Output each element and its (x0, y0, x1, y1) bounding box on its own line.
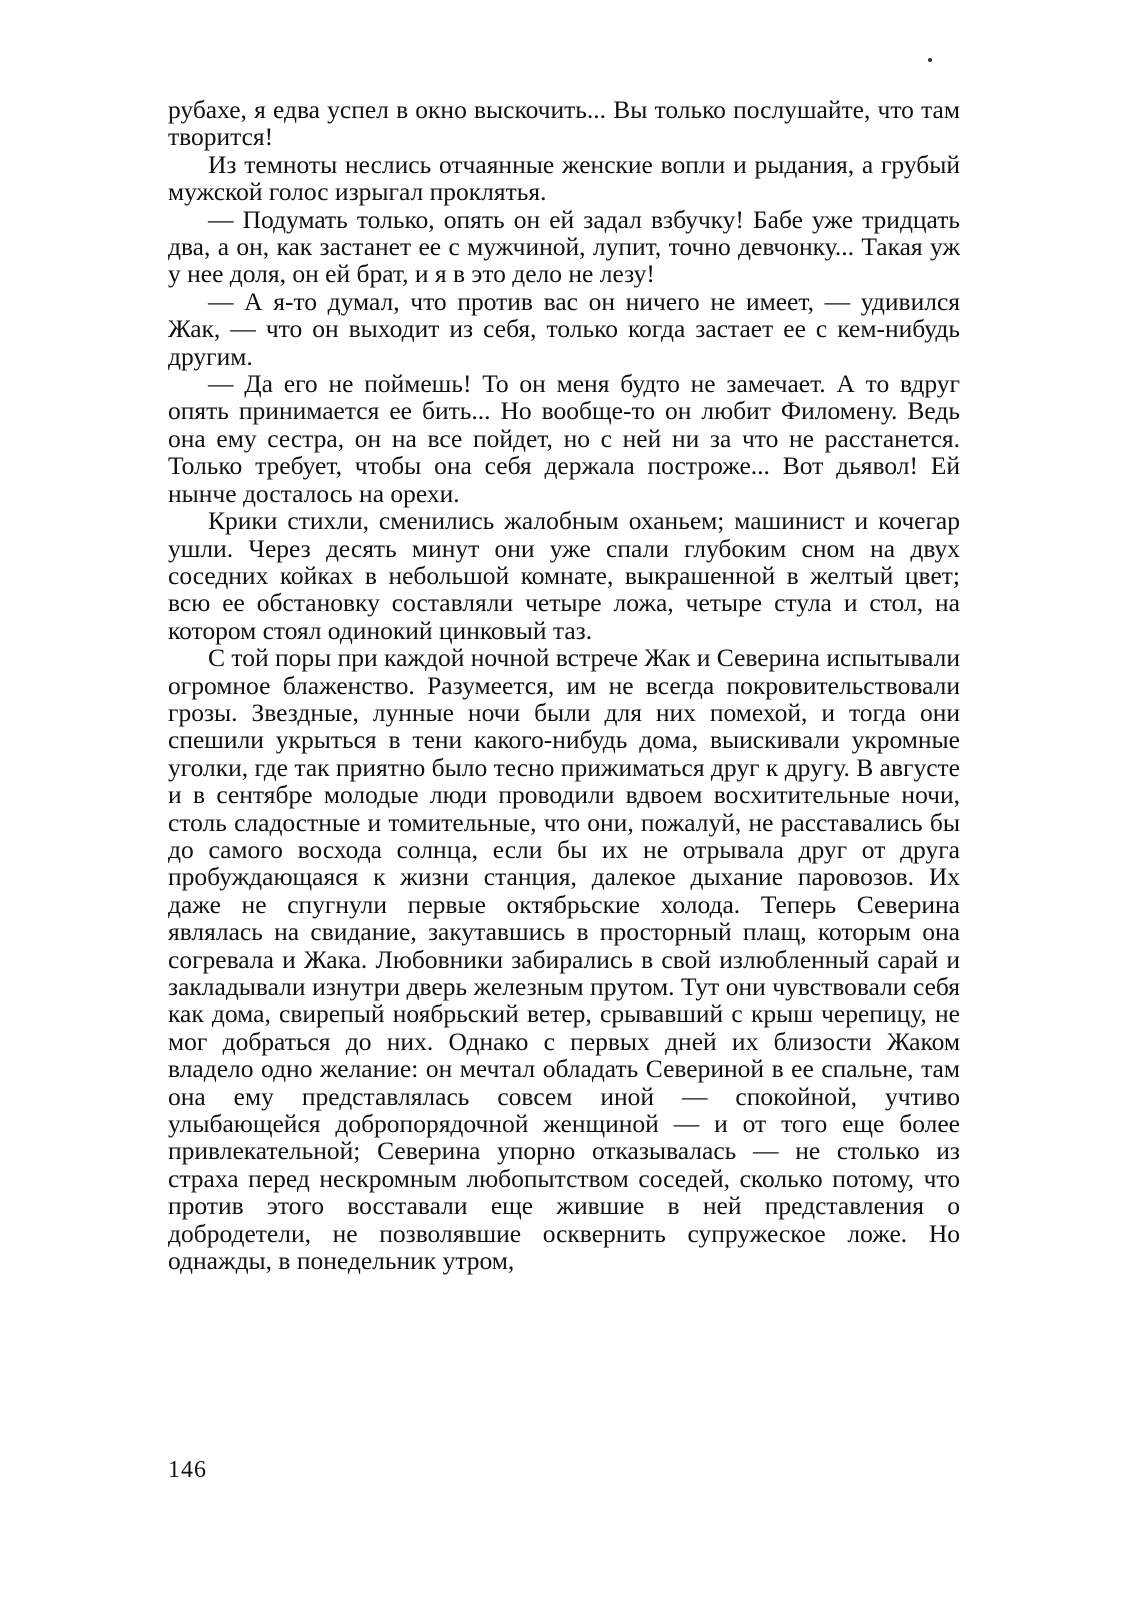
paragraph-2: Из темноты неслись отчаянные женские вопли и рыдания, а грубый мужской голос изрыгал проклятья. (168, 149, 960, 207)
paragraph-7: С той поры при каждой ночной встрече Жак и Северина испытывали огромное блаженство. Разумеется, им не всегда покровительствовали грозы. Звездные, лунные ночи были для них помехой, и тогда они спешили укрыться в тени какого-нибудь дома, выискивали укромные уголки, где так приятно было тесно прижиматься друг к другу. В августе и в сентябре молодые люди проводили вдвоем восхитительные ночи, столь сладостные и томительные, что они, пожалуй, не расставались бы до самого восхода солнца, если бы их не отрывала друг от друга пробуждающаяся к жизни станция, далекое дыхание паровозов. Их даже не спугнули первые октябрьские холода. Теперь Северина являлась на свидание, закутавшись в просторный плащ, которым она согревала и Жака. Любовники забирались в свой излюбленный сарай и закладывали изнутри дверь железным прутом. Тут они чувствовали себя как дома, свирепый ноябрьский ветер, срывавший с крыш черепицу, не мог добраться до них. Однако с первых дней их близости Жаком владело одно желание: он мечтал обладать Севериной в ее спальне, там она ему представлялась совсем иной — спокойной, учтиво улыбающейся добропорядочной женщиной — и от того еще более привлекательной; Северина упорно отказывалась — не столько из страха перед нескромным любопытством соседей, сколько потому, что против этого восставали еще жившие в ней представления о добродетели, не позволявшие осквернить супружеское ложе. Но однажды, в понедельник утром, (168, 643, 960, 1276)
paragraph-3: — Подумать только, опять он ей задал взбучку! Бабе уже тридцать два, а он, как застанет ее с мужчиной, лупит, точно девчонку... Такая уж у нее доля, он ей брат, и я в это дело не лезу! (168, 204, 960, 289)
paragraph-5: — Да его не поймешь! То он меня будто не замечает. А то вдруг опять принимается ее бить... Но вообще-то он любит Филомену. Ведь она ему сестра, он на все пойдет, но с ней ни за что не расстанется. Только требует, чтобы она себя держала построже... Вот дьявол! Ей нынче досталось на орехи. (168, 369, 960, 508)
paragraph-6: Крики стихли, сменились жалобным оханьем; машинист и кочегар ушли. Через десять минут они уже спали глубоким сном на двух соседних койках в небольшой комнате, выкрашенной в желтый цвет; всю ее обстановку составляли четыре ложа, четыре стула и стол, на котором стоял одинокий цинковый таз. (168, 506, 960, 645)
paragraph-4: — А я-то думал, что против вас он ничего не имеет, — удивился Жак, — что он выходит из себя, только когда застает ее с кем-нибудь другим. (168, 286, 960, 371)
scan-speck (928, 58, 932, 62)
page-text (168, 96, 960, 1274)
paragraph-1: рубахе, я едва успел в окно выскочить... Вы только послушайте, что там творится! (168, 95, 960, 152)
page-number: 146 (168, 1457, 207, 1483)
